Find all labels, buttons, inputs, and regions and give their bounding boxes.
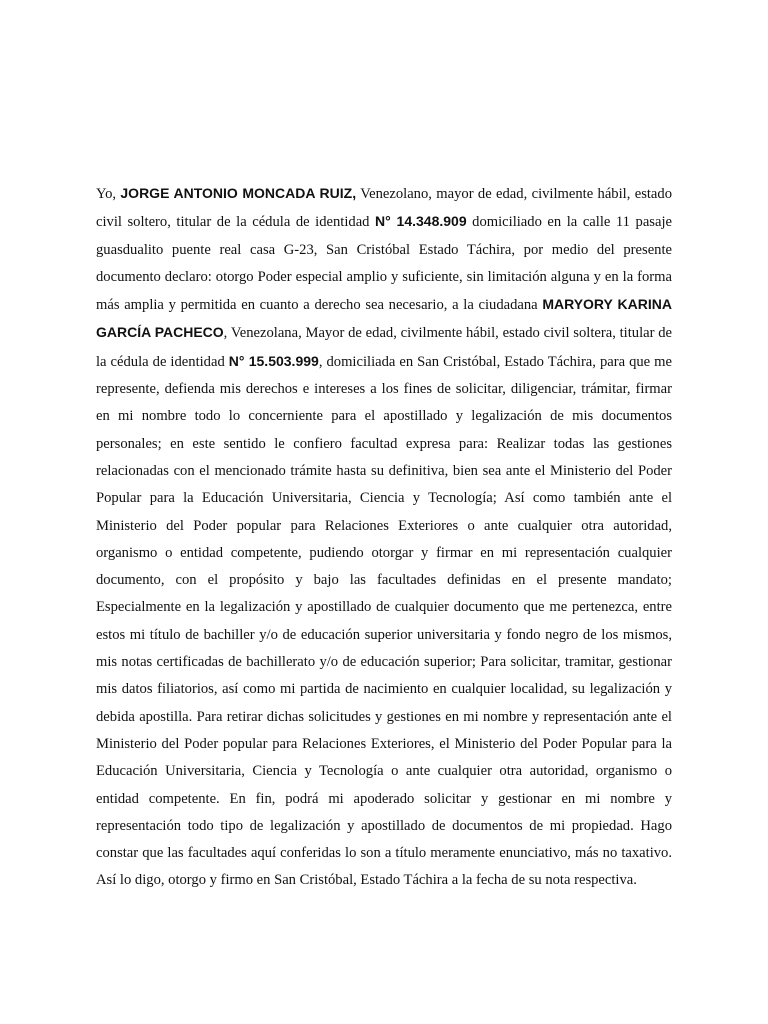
power-of-attorney-paragraph	[96, 180, 672, 895]
text-segment: , domiciliada en San Cristóbal, Estado Táchira, para que me represente, defienda mis derechos e intereses a los fines de solicitar, diligenciar, trámitar, firmar en mi nombre todo lo concerniente para el apostillado y legalización de mis documentos personales; en este sentido le confiero facultad expresa para: Realizar todas las gestiones relacionadas con el mencionado trámite hasta su definitiva, bien sea ante el Ministerio del Poder Popular para la Educación Universitaria, Ciencia y Tecnología; Así como también ante el Ministerio del Poder popular para Relaciones Exteriores o ante cualquier otra autoridad, organismo o entidad competente, pudiendo otorgar y firmar en mi representación cualquier documento, con el propósito y bajo las facultades definidas en el presente mandato; Especialmente en la legalización y apostillado de cualquier documento que me pertenezca, entre estos mi título de bachiller y/o de educación superior universitaria y fondo negro de los mismos, mis notas certificadas de bachillerato y/o de educación superior; Para solicitar, tramitar, gestionar mis datos filiatorios, así como mi partida de nacimiento en cualquier localidad, su legalización y debida apostilla. Para retirar dichas solicitudes y gestiones en mi nombre y representación ante el Ministerio del Poder popular para Relaciones Exteriores, el Ministerio del Poder Popular para la Educación Universitaria, Ciencia y Tecnología o ante cualquier otra autoridad, organismo o entidad competente. En fin, podrá mi apoderado solicitar y gestionar en mi nombre y representación todo tipo de legalización y apostillado de documentos de mi propiedad. Hago constar que las facultades aquí conferidas lo son a título meramente enunciativo, más no taxativo. Así lo digo, otorgo y firmo en San Cristóbal, Estado Táchira a la fecha de su nota respectiva.	[96, 353, 672, 889]
text-segment: , Venezolana, Mayor de edad, civilmente hábil, estado civil soltera, titular de la cédula de identidad	[96, 325, 672, 370]
attorney-name: MARYORY KARINA GARCÍA PACHECO	[96, 296, 672, 341]
grantor-name: JORGE ANTONIO MONCADA RUIZ,	[120, 185, 357, 201]
text-segment: Yo,	[96, 186, 121, 202]
text-segment: domiciliado en la calle 11 pasaje guasdualito puente real casa G-23, San Cristóbal Estado Táchira, por medio del presente documento declaro: otorgo Poder especial amplio y suficiente, sin limitación alguna y en la forma más amplia y permitida en cuanto a derecho sea necesario, a la ciudadana	[96, 214, 672, 314]
attorney-id-number: N° 15.503.999	[228, 352, 319, 369]
text-segment: Venezolano, mayor de edad, civilmente hábil, estado civil soltero, titular de la cédula de identidad	[96, 186, 672, 231]
grantor-id-number: N° 14.348.909	[375, 213, 467, 230]
